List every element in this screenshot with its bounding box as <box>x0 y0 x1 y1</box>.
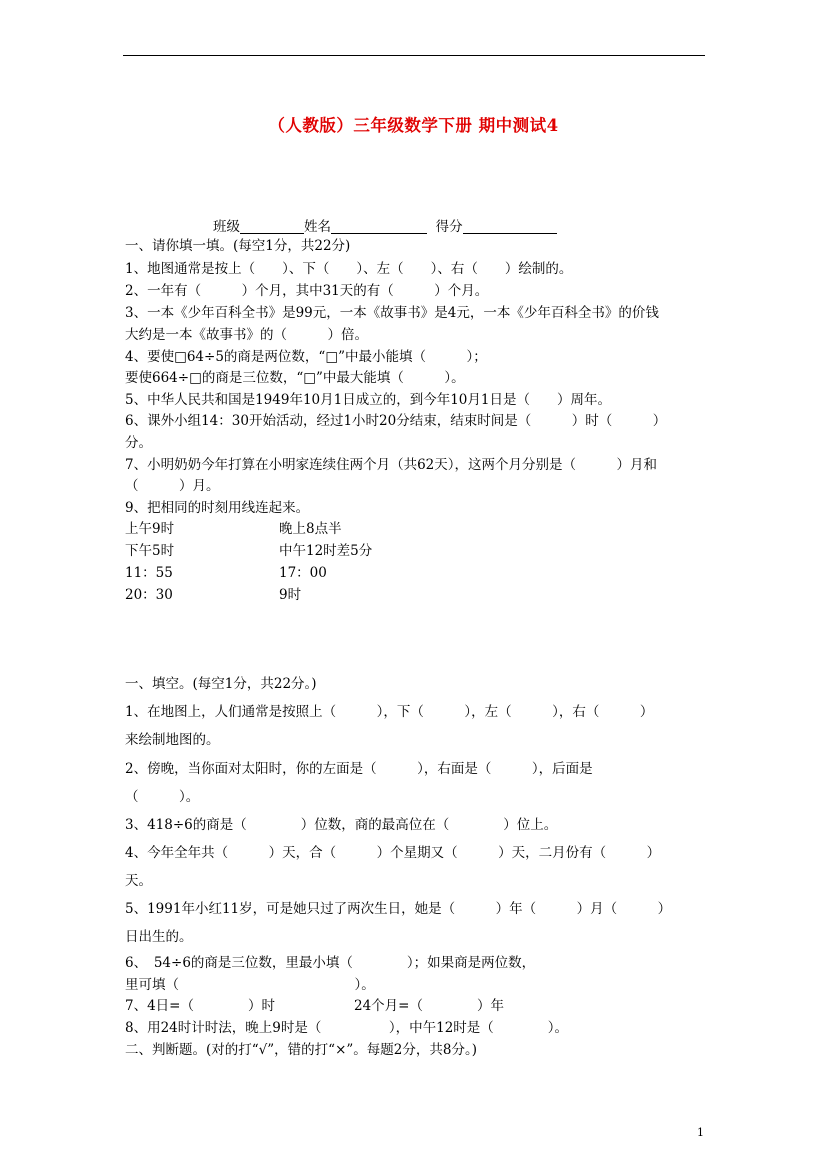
score-blank[interactable] <box>463 219 557 234</box>
header-rule <box>123 55 705 56</box>
class-blank[interactable] <box>240 219 304 234</box>
part2-q5-line1: 5、1991年小红11岁，可是她只过了两次生日，她是（ ）年（ ）月（ ） <box>125 901 672 917</box>
part-two-judgement-heading: 二、判断题。(对的打“√”，错的打“×”。每题2分，共8分。) <box>125 1042 477 1058</box>
match-right-item: 晚上8点半 <box>279 521 342 537</box>
part2-q2-line1: 2、傍晚，当你面对太阳时，你的左面是（ ），右面是（ ），后面是 <box>125 761 593 777</box>
name-blank[interactable] <box>331 219 427 234</box>
part1-q9: 9、把相同的时刻用线连起来。 <box>125 500 310 516</box>
part2-q1-line1: 1、在地图上，人们通常是按照上（ ），下（ ），左（ ），右（ ） <box>125 704 654 720</box>
class-label: 班级 <box>213 219 240 235</box>
part1-q4-line2: 要使664÷□的商是三位数，“□”中最大能填（ ）。 <box>125 370 465 386</box>
part2-q4-line1: 4、今年全年共（ ）天，合（ ）个星期又（ ）天，二月份有（ ） <box>125 845 661 861</box>
part1-q4-line1: 4、要使□64÷5的商是两位数，“□”中最小能填（ ）； <box>125 349 487 365</box>
part2-q5-line2: 日出生的。 <box>125 929 193 945</box>
part1-q6-line1: 6、课外小组14：30开始活动，经过1小时20分结束，结束时间是（ ）时（ ） <box>125 413 667 429</box>
part1-q6-line2: 分。 <box>125 435 152 451</box>
part2-q7-right: 24个月=（ ）年 <box>354 998 504 1014</box>
part1-q1: 1、地图通常是按上（ ）、下（ ）、左（ ）、右（ ）绘制的。 <box>125 261 573 277</box>
part1-q3-line1: 3、一本《少年百科全书》是99元，一本《故事书》是4元，一本《少年百科全书》的价钱 <box>125 305 659 321</box>
match-right-item: 中午12时差5分 <box>279 543 373 559</box>
match-left-item: 上午9时 <box>125 521 175 537</box>
part2-q6-line1: 6、 54÷6的商是三位数，里最小填（ ）；如果商是两位数， <box>125 955 536 971</box>
student-info-row <box>213 215 557 235</box>
name-label: 姓名 <box>304 219 331 235</box>
part1-heading: 一、请你填一填。(每空1分，共22分) <box>125 238 351 254</box>
match-right-item: 9时 <box>279 587 302 603</box>
part2-q7-left: 7、4日=（ ）时 <box>125 998 275 1014</box>
part2-q8: 8、用24时计时法，晚上9时是（ ），中午12时是（ ）。 <box>125 1020 569 1036</box>
part1-q5: 5、中华人民共和国是1949年10月1日成立的，到今年10月1日是（ ）周年。 <box>125 392 611 408</box>
part2-q3: 3、418÷6的商是（ ）位数，商的最高位在（ ）位上。 <box>125 817 558 833</box>
part2-q2-line2: （ ）。 <box>125 789 200 805</box>
page-number: 1 <box>697 1126 704 1139</box>
match-left-item: 11：55 <box>125 565 173 581</box>
part2-q1-line2: 来绘制地图的。 <box>125 732 220 748</box>
match-left-item: 20：30 <box>125 587 173 603</box>
part1-q7-line1: 7、小明奶奶今年打算在小明家连续住两个月（共62天），这两个月分别是（ ）月和 <box>125 457 658 473</box>
score-label: 得分 <box>435 219 463 235</box>
part2-heading: 一、填空。(每空1分，共22分。) <box>125 676 317 692</box>
match-right-item: 17：00 <box>279 565 327 581</box>
part1-q2: 2、一年有（ ）个月，其中31天的有（ ）个月。 <box>125 283 489 299</box>
page-title: （人教版）三年级数学下册 期中测试4 <box>268 116 559 135</box>
part1-q3-line2: 大约是一本《故事书》的（ ）倍。 <box>125 327 368 343</box>
part2-q4-line2: 天。 <box>125 873 152 889</box>
match-left-item: 下午5时 <box>125 543 175 559</box>
part1-q7-line2: （ ）月。 <box>125 478 220 494</box>
part2-q6-line2: 里可填（ ）。 <box>125 977 375 993</box>
